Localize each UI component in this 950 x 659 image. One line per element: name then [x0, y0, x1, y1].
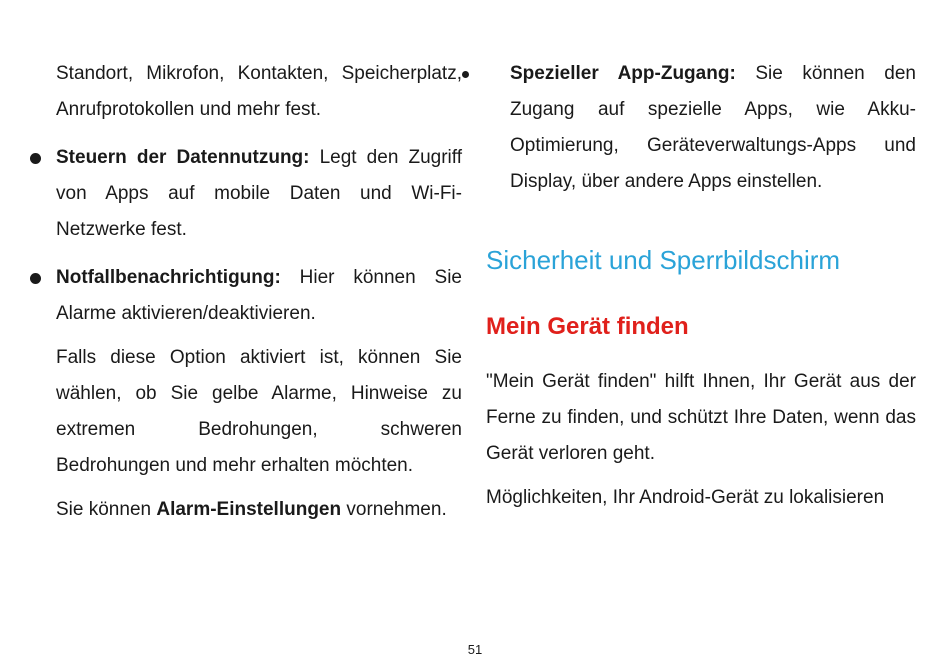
- bullet-text: Legt den Zugriff von Apps auf mobile Daten und Wi-Fi-Netzwerke fest.: [56, 147, 462, 240]
- alarm-suffix: vornehmen.: [341, 499, 447, 520]
- bullet-icon: [30, 273, 41, 284]
- left-column: [56, 56, 462, 528]
- heading-find-device: Mein Gerät finden: [486, 313, 689, 340]
- find-device-paragraph: "Mein Gerät finden" hilft Ihnen, Ihr Gerät aus der Ferne zu finden, und schützt Ihre Daten, wenn das Gerät verloren geht.: [486, 371, 916, 464]
- bullet-title: Notfallbenachrichtigung:: [56, 267, 281, 288]
- bullet-app-zugang: [486, 56, 916, 200]
- bullet-title: Steuern der Datennutzung:: [56, 147, 310, 168]
- bullet-text: Sie können den Zugang auf spezielle Apps, wie Akku-Optimierung, Geräteverwaltungs-Apps und Display, über andere Apps einstellen.: [510, 63, 916, 192]
- bullet-text: Hier können Sie Alarme aktivieren/deaktivieren.: [56, 267, 462, 324]
- page-number: 51: [467, 642, 483, 657]
- bullet-notfall: [56, 260, 462, 332]
- bullet-datennutzung: [56, 140, 462, 248]
- alarm-prefix: Sie können: [56, 499, 157, 520]
- option-paragraph: Falls diese Option aktiviert ist, können Sie wählen, ob Sie gelbe Alarme, Hinweise zu extremen Bedrohungen, schweren Bedrohungen und mehr erhalten möchten.: [56, 347, 462, 476]
- options-paragraph: Möglichkeiten, Ihr Android-Gerät zu lokalisieren: [486, 487, 885, 508]
- bullet-icon: [30, 153, 41, 164]
- alarm-paragraph: [56, 492, 462, 528]
- alarm-settings-label: Alarm-Einstellungen: [156, 499, 342, 520]
- right-column: [486, 56, 916, 516]
- bullet-title: Spezieller App-Zugang:: [510, 63, 736, 84]
- continuation-text: Standort, Mikrofon, Kontakten, Speicherplatz, Anrufprotokollen und mehr fest.: [56, 63, 462, 120]
- bullet-icon: [462, 71, 469, 78]
- heading-security: Sicherheit und Sperrbildschirm: [486, 245, 841, 275]
